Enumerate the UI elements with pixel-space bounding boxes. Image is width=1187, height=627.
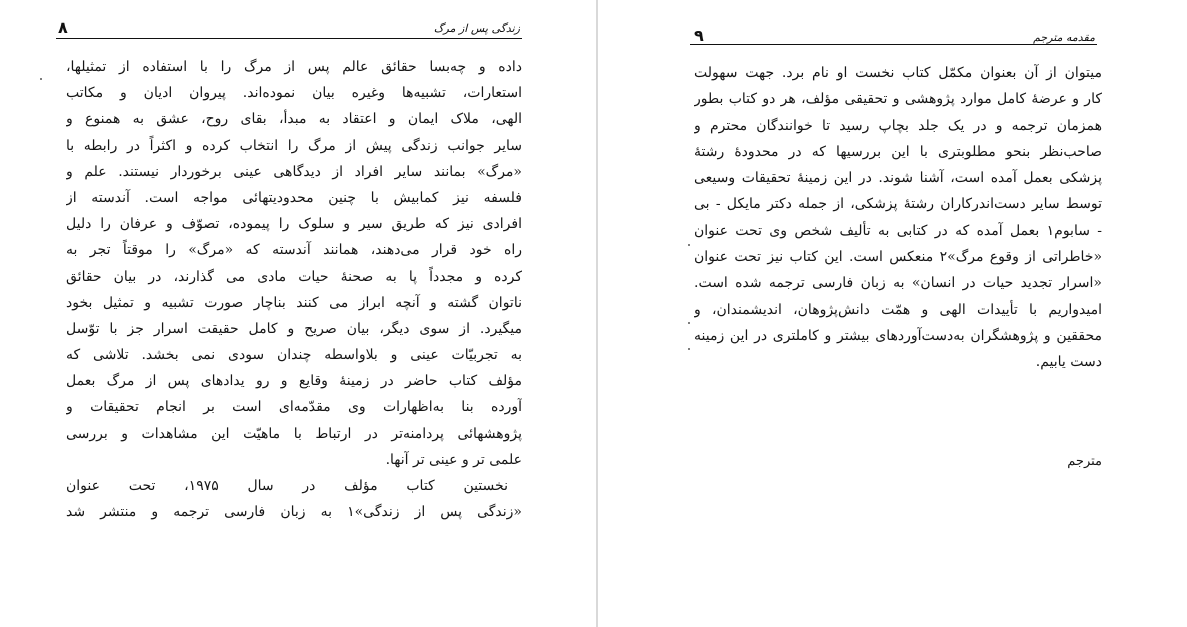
- text-line: «اسرار تجدید حیات در انسان» به زبان فارسی ترجمه شده است.: [694, 275, 1102, 292]
- text-line: توسط سایر دست‌اندرکاران رشتهٔ پزشکی، از جمله دکتر مایکل - بی: [694, 196, 1102, 213]
- margin-mark: [688, 244, 690, 246]
- text-line: الهی، ملاک ایمان و اعتقاد به مبدأ، بقای روح، عشق به همنوع و: [66, 111, 522, 128]
- text-line: فلسفه نیز کمابیش با چنین محدودیتهائی مواجه است. آندسته از: [66, 189, 522, 206]
- text-line: صاحب‌نظر بنحو مطلوبتری با این بررسیها که در محدودهٔ رشتهٔ: [694, 143, 1102, 160]
- text-line: پزشکی بعمل آمده است، آشنا شوند. در این زمینهٔ تحقیقات وسیعی: [694, 170, 1102, 187]
- text-line: میگیرد. از سوی دیگر، بیان صریح و کامل حقیقت اسرار جز با توّسل: [66, 320, 522, 337]
- left-page-number: ۸: [58, 18, 68, 37]
- text-line: نخستین کتاب مؤلف در سال ۱۹۷۵، تحت عنوان: [66, 478, 508, 494]
- text-line: «مرگ» بمانند سایر افراد از دیدگاهی عینی برخوردار نیستند. علم و: [66, 163, 522, 180]
- right-page: [598, 0, 1187, 627]
- text-line: «زندگی پس از زندگی»۱ به زبان فارسی ترجمه و منتشر شد: [66, 504, 522, 521]
- right-running-title: مقدمه مترجم: [1033, 31, 1095, 44]
- text-line: دست یابیم.: [1035, 354, 1102, 371]
- right-page-header: [690, 22, 1097, 45]
- text-line: سایر جوانب زندگی پیش از مرگ را انتخاب کرده و اکثراً در رابطه با: [66, 137, 522, 154]
- left-page-header: [56, 16, 522, 39]
- text-line: میتوان از آن بعنوان مکمّل کتاب نخست او نام برد. جهت سهولت: [694, 65, 1102, 81]
- text-line: افرادی نیز که طریق سیر و سلوک را پیموده، تصوّف و عرفان را دلیل: [66, 216, 522, 233]
- margin-mark: [40, 78, 42, 80]
- margin-mark: [688, 348, 690, 350]
- text-line: به تجربیّات عینی و بلاواسطه چندان سودی نمی بخشد. تلاشی که: [66, 347, 522, 364]
- text-line: راه خود قرار می‌دهند، همانند آندسته که «مرگ» را موقتاً تجر به: [66, 242, 522, 259]
- left-page-body: [66, 54, 522, 525]
- translator-signature: مترجم: [1067, 454, 1102, 469]
- text-line: استعارات، تشبیه‌ها وغیره بیان نموده‌اند. پیروان ادیان و مکاتب: [66, 85, 522, 102]
- text-line: علمی تر و عینی تر آنها.: [385, 451, 522, 468]
- text-line: مؤلف کتاب حاضر در زمینهٔ وقایع و رو یدادهای پس از مرگ بعمل: [66, 373, 522, 390]
- left-running-title: زندگی پس از مرگ: [433, 22, 520, 35]
- text-line: «خاطراتی از وقوع مرگ»۲ منعکس است. این کتاب نیز تحت عنوان: [694, 249, 1102, 266]
- right-page-number: ۹: [694, 26, 704, 45]
- text-line: ناتوان گشته و آنچه ابراز می کنند بناچار صورت تشبیه و تمثیل بخود: [66, 294, 522, 311]
- right-page-body: [694, 60, 1102, 376]
- text-line: کرده و مجدداً پا به صحنهٔ حیات مادی می گذارند، در بیان حقائق: [66, 268, 522, 285]
- text-line: کار و عرضهٔ کامل موارد پژوهشی و تحقیقی مؤلف، هر دو کتاب بطور: [694, 91, 1102, 108]
- text-line: آورده بنا به‌اظهارات وی مقدّمه‌ای است بر انجام تحقیقات و: [66, 399, 522, 416]
- text-line: محققین و پژوهشگران به‌دست‌آوردهای بیشتر و کاملتری در این زمینه: [694, 327, 1102, 344]
- margin-mark: [688, 322, 690, 324]
- text-line: امیدواریم با تأییدات الهی و همّت دانش‌پژوهان، اندیشمندان، و: [694, 301, 1102, 318]
- text-line: - سابوم۱ بعمل آمده که در کتابی به تألیف شخص وی تحت عنوان: [694, 222, 1102, 239]
- text-line: داده و چه‌بسا حقائق عالم پس از مرگ را با استفاده از تمثیلها،: [66, 59, 522, 75]
- text-line: همزمان ترجمه و در یک جلد بچاپ رسید تا خوانندگان محترم و: [694, 117, 1102, 134]
- text-line: پژوهشهائی پردامنه‌تر در ارتباط با ماهیّت این مشاهدات و بررسی: [66, 425, 522, 442]
